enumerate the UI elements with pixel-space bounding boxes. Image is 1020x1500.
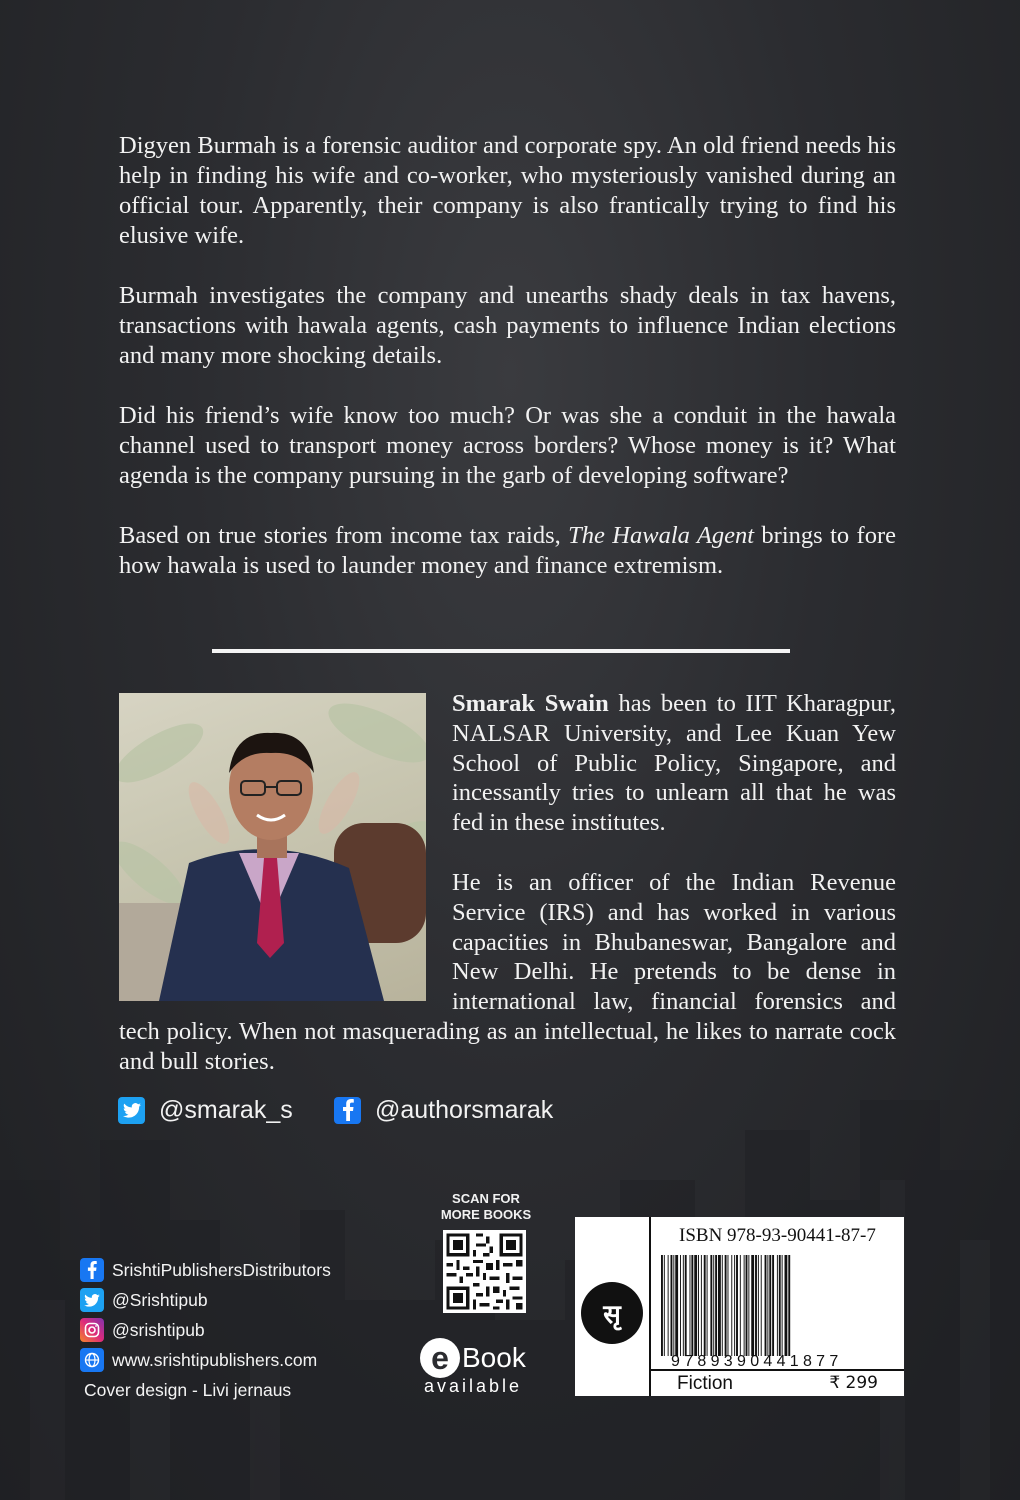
barcode-bar [704, 1255, 706, 1356]
scan-line-1: SCAN FOR [452, 1191, 520, 1206]
barcode-bar [673, 1255, 674, 1356]
cover-design-credit: Cover design - Livi jernaus [84, 1379, 292, 1400]
publisher-website-url: www.srishtipublishers.com [112, 1349, 318, 1370]
barcode-bar [675, 1255, 678, 1356]
barcode-bar [713, 1255, 714, 1356]
ebook-available-text: available [424, 1376, 523, 1396]
publisher-twitter-handle: @Srishtipub [112, 1289, 208, 1310]
barcode-digits: 9789390441877 [671, 1353, 843, 1370]
ebook-available-badge [420, 1338, 550, 1397]
barcode-bar [788, 1255, 790, 1356]
barcode-bar [746, 1255, 748, 1356]
price-label: ₹ 299 [829, 1373, 878, 1393]
price-row [649, 1369, 904, 1398]
barcode-bar [707, 1255, 708, 1356]
author-p1-text: has been to IIT Kharagpur, NALSAR University, and Lee Kuan Yew School of Public Policy, Singapore, and incessantly tries to unlearn all that he was fed in these institutes. [452, 690, 896, 837]
barcode-bars [661, 1255, 893, 1356]
barcode-bar [744, 1255, 745, 1356]
twitter-icon [80, 1288, 104, 1312]
barcode-box [575, 1217, 904, 1396]
barcode-bar [694, 1255, 697, 1356]
barcode-bar [751, 1255, 754, 1356]
instagram-icon [80, 1318, 104, 1342]
ebook-e-icon: e [420, 1338, 460, 1378]
publisher-facebook[interactable] [80, 1255, 331, 1285]
isbn-text: ISBN 978-93-90441-87-7 [679, 1225, 876, 1246]
barcode-bar [691, 1255, 693, 1356]
barcode-bar [718, 1255, 721, 1356]
ebook-label: Book [462, 1342, 526, 1373]
author-paragraph-2: He is an officer of the Indian Revenue Service (IRS) and has worked in various capacities in Bhubaneswar, Bangalore and New Delhi. He pretends to be dense in international law, financial forensics and tech policy. When not masquerading as an intellectual, he likes to narrate cock and bull stories. [119, 868, 896, 1075]
book-title-italic: The Hawala Agent [568, 522, 755, 549]
barcode-bar [698, 1255, 699, 1356]
barcode-bar [680, 1255, 681, 1356]
barcode-bar [685, 1255, 687, 1356]
barcode-bar [722, 1255, 723, 1356]
blurb-paragraph-1: Digyen Burmah is a forensic auditor and corporate spy. An old friend needs his help in finding his wife and co-worker, who mysteriously vanished during an official tour. Apparently, their company is also frantically trying to find his elusive wife. [119, 132, 896, 249]
barcode-bar [715, 1255, 717, 1356]
barcode-bar [664, 1255, 665, 1356]
scan-line-2: MORE BOOKS [440, 1207, 532, 1222]
barcode-bar [690, 1255, 691, 1356]
barcode-bar [740, 1255, 741, 1356]
barcode-bar [731, 1255, 732, 1356]
publisher-links [80, 1255, 331, 1405]
blurb-paragraph-3: Did his friend’s wife know too much? Or was she a conduit in the hawala channel used to transport money across borders? Whose money is it? What agenda is the company pursuing in the garb of developing software? [119, 402, 896, 489]
blurb-p4-end: brings to fore how hawala is used to launder money and finance extremism. [119, 522, 896, 579]
barcode-bar [769, 1255, 771, 1356]
author-facebook[interactable] [334, 1092, 553, 1128]
barcode-bar [683, 1255, 684, 1356]
barcode-bar [767, 1255, 768, 1356]
author-name: Smarak Swain [452, 690, 609, 717]
section-divider [212, 649, 790, 653]
publisher-logo: सृ [581, 1282, 643, 1344]
barcode-bar [736, 1255, 738, 1356]
genre-label: Fiction [677, 1373, 733, 1394]
publisher-twitter[interactable] [80, 1285, 331, 1315]
blurb-paragraph-4 [119, 521, 896, 581]
barcode-bar [728, 1255, 729, 1356]
barcode-bar [785, 1255, 788, 1356]
qr-code[interactable] [443, 1230, 526, 1313]
barcode-bar [758, 1255, 759, 1356]
author-bio [119, 689, 896, 1107]
author-twitter[interactable] [118, 1092, 293, 1128]
globe-icon [80, 1348, 104, 1372]
barcode-bar [668, 1255, 669, 1356]
barcode-bar [772, 1255, 774, 1356]
barcode-bar [725, 1255, 727, 1356]
author-facebook-handle: @authorsmarak [375, 1095, 554, 1124]
publisher-instagram[interactable] [80, 1315, 331, 1345]
barcode-bar [734, 1255, 735, 1356]
publisher-logo-column [575, 1217, 651, 1396]
barcode-bar [777, 1255, 778, 1356]
author-twitter-handle: @smarak_s [159, 1095, 293, 1124]
barcode-bar [748, 1255, 749, 1356]
blurb-p4-start: Based on true stories from income tax raids, [119, 522, 569, 549]
facebook-icon [334, 1097, 361, 1124]
barcode-bar [661, 1255, 663, 1356]
author-photo [119, 693, 426, 1001]
barcode-bar [761, 1255, 762, 1356]
twitter-icon [118, 1097, 145, 1124]
book-blurb [119, 131, 896, 611]
publisher-website[interactable] [80, 1345, 331, 1375]
publisher-facebook-name: SrishtiPublishersDistributors [112, 1259, 331, 1280]
barcode-bar [755, 1255, 757, 1356]
barcode-bar [779, 1255, 781, 1356]
barcode-bar [701, 1255, 702, 1356]
publisher-instagram-handle: @srishtipub [112, 1319, 205, 1340]
blurb-paragraph-2: Burmah investigates the company and unearths shady deals in tax havens, transactions with hawala agents, cash payments to influence Indian elections and many more shocking details. [119, 282, 896, 369]
barcode-bar [782, 1255, 783, 1356]
facebook-icon [80, 1258, 104, 1282]
barcode-bar [710, 1255, 712, 1356]
barcode-bar [671, 1255, 673, 1356]
scan-label [432, 1191, 540, 1223]
barcode-bar [765, 1255, 767, 1356]
